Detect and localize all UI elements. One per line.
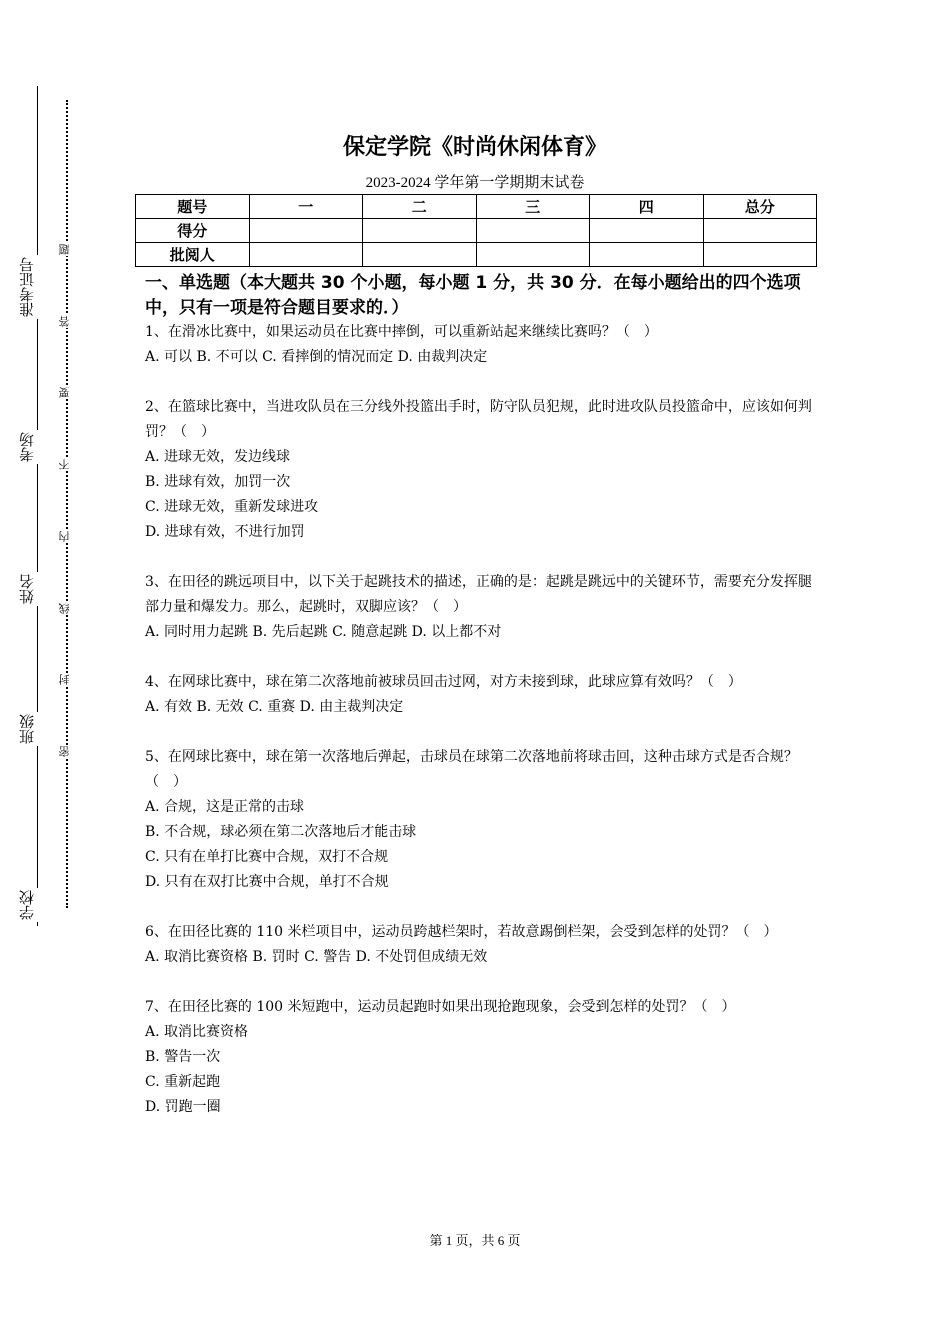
score-cell[interactable] [590,243,704,267]
question-item [145,670,825,720]
score-cell[interactable] [590,219,704,243]
question-stem: 1、在滑冰比赛中，如果运动员在比赛中摔倒，可以重新站起来继续比赛吗？（ ） [145,324,658,340]
score-table-header-row [136,195,817,219]
seal-char: 封 [58,674,71,685]
question-item [145,395,825,545]
field-class: 班级 [19,712,47,746]
question-option: A. 进球无效，发边线球 [145,449,291,465]
question-option: D. 只有在双打比赛中合规，单打不合规 [145,874,389,890]
score-table-row [136,243,817,267]
score-table [135,194,817,267]
question-stem: 6、在田径比赛的 110 米栏项目中，运动员跨越栏架时，若故意踢倒栏架，会受到怎样的处罚？（ ） [145,924,778,940]
score-col-header: 总分 [703,195,817,219]
question-option: D. 罚跑一圈 [145,1099,221,1115]
field-exam-room: 考场 [19,430,47,464]
score-col-header: 三 [476,195,590,219]
question-stem: 5、在网球比赛中，球在第一次落地后弹起，击球员在球第二次落地前将球击回，这种击球方式是否合规？（ ） [145,749,798,790]
field-name: 姓名 [19,572,47,606]
question-item [145,320,825,370]
score-cell[interactable] [363,219,477,243]
question-options: A. 同时用力起跳 B. 先后起跳 C. 随意起跳 D. 以上都不对 [145,624,502,640]
question-option: A. 合规，这是正常的击球 [145,799,305,815]
score-col-header: 四 [590,195,704,219]
score-row-header: 得分 [136,219,250,243]
score-table-row [136,219,817,243]
page-footer: 第 1 页，共 6 页 [429,1233,521,1248]
question-option: C. 进球无效，重新发球进攻 [145,499,319,515]
score-cell[interactable] [476,243,590,267]
question-options: A. 有效 B. 无效 C. 重赛 D. 由主裁判决定 [145,699,404,715]
seal-char: 内 [58,531,71,542]
score-cell[interactable] [703,243,817,267]
seal-char: 要 [58,387,71,398]
question-option: C. 重新起跑 [145,1074,221,1090]
binding-solid-line [37,86,38,926]
question-stem: 3、在田径的跳远项目中，以下关于起跳技术的描述，正确的是：起跳是跳远中的关键环节，需要充分发挥腿部力量和爆发力。那么，起跳时，双脚应该？（ ） [145,574,812,615]
seal-char: 不 [58,459,71,470]
seal-dotted-line [66,100,68,908]
question-stem: 2、在篮球比赛中，当进攻队员在三分线外投篮出手时，防守队员犯规，此时进攻队员投篮命中，应该如何判罚？（ ） [145,399,812,440]
seal-char: 密 [58,746,71,757]
binding-margin [0,0,110,1344]
seal-char: 答 [58,316,71,327]
score-col-header: 题号 [136,195,250,219]
section-heading: 一、单选题（本大题共 30 个小题，每小题 1 分，共 30 分．在每小题给出的四个选项中，只有一项是符合题目要求的．） [145,273,801,318]
question-item [145,570,825,645]
question-option: B. 不合规，球必须在第二次落地后才能击球 [145,824,417,840]
question-stem: 4、在网球比赛中，球在第二次落地前被球员回击过网，对方未接到球，此球应算有效吗？（ ） [145,674,742,690]
question-item [145,745,825,895]
score-cell[interactable] [476,219,590,243]
exam-title: 保定学院《时尚休闲体育》 [342,135,607,160]
field-exam-id: 准考证号 [19,255,47,319]
question-option: B. 警告一次 [145,1049,221,1065]
question-option: B. 进球有效，加罚一次 [145,474,291,490]
question-list [145,320,825,1145]
seal-char: 题 [58,244,71,255]
score-row-header: 批阅人 [136,243,250,267]
score-col-header: 一 [249,195,363,219]
score-cell[interactable] [363,243,477,267]
score-col-header: 二 [363,195,477,219]
question-option: C. 只有在单打比赛中合规，双打不合规 [145,849,389,865]
question-stem: 7、在田径比赛的 100 米短跑中，运动员起跑时如果出现抢跑现象，会受到怎样的处罚？（ ） [145,999,736,1015]
exam-subtitle: 2023-2024 学年第一学期期末试卷 [365,175,585,191]
seal-char: 线 [58,603,71,614]
score-cell[interactable] [703,219,817,243]
field-school: 学校 [19,888,47,922]
score-cell[interactable] [249,219,363,243]
question-option: D. 进球有效，不进行加罚 [145,524,305,540]
question-options: A. 取消比赛资格 B. 罚时 C. 警告 D. 不处罚但成绩无效 [145,949,488,965]
question-item [145,995,825,1120]
question-options: A. 可以 B. 不可以 C. 看摔倒的情况而定 D. 由裁判决定 [145,349,488,365]
question-item [145,920,825,970]
question-option: A. 取消比赛资格 [145,1024,249,1040]
score-cell[interactable] [249,243,363,267]
